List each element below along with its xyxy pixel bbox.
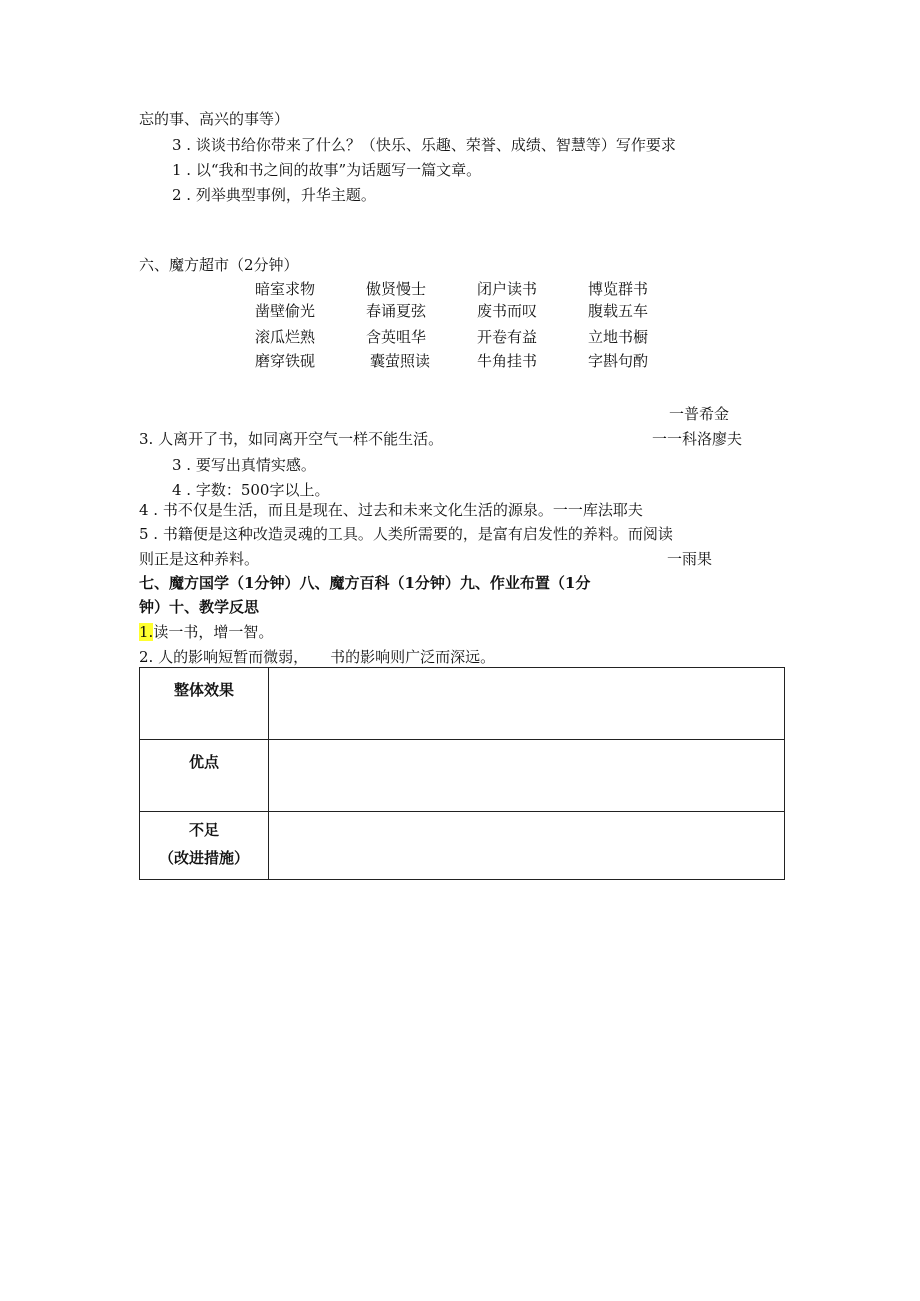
quote: 则正是这种养料。 [139, 550, 260, 568]
text-line [139, 647, 495, 667]
table-label [140, 812, 269, 880]
idiom: 春诵夏弦 [366, 302, 427, 320]
idiom: 废书而叹 [477, 302, 538, 320]
text-line: 2 . 列举典型事例，升华主题。 [172, 186, 376, 204]
idiom: 闭户读书 [477, 280, 538, 298]
idiom: 腹载五车 [588, 302, 649, 320]
text-line: 3 . 谈谈书给你带来了什么？（快乐、乐趣、荣誉、成绩、智慧等）写作要求 [172, 136, 676, 154]
text-line: 1 . 以“我和书之间的故事”为话题写一篇文章。 [172, 161, 482, 179]
text: 书的影响则广泛而深远。 [330, 648, 496, 666]
text: 2. 人的影响短暂而微弱， [139, 648, 309, 666]
quote: 3. 人离开了书，如同离开空气一样不能生活。 [139, 430, 444, 448]
section-heading: 六、魔方超市（2分钟） [139, 256, 299, 274]
reflection-table [139, 667, 785, 880]
idiom: 傲贤慢士 [366, 280, 427, 298]
text: 读一书，增一智。 [153, 623, 274, 641]
table-label-line: 不足 [188, 821, 219, 839]
idiom: 暗室求物 [255, 280, 316, 298]
idiom: 凿壁偷光 [255, 302, 316, 320]
quote-author: 一一科洛廖夫 [652, 430, 743, 448]
table-cell-empty[interactable] [269, 668, 785, 740]
idiom: 滚瓜烂熟 [255, 328, 316, 346]
idiom: 磨穿铁砚 [255, 352, 316, 370]
highlighted-number: 1. [139, 623, 154, 641]
idiom: 囊萤照读 [370, 352, 431, 370]
idiom: 牛角挂书 [477, 352, 538, 370]
quote: 5 . 书籍便是这种改造灵魂的工具。人类所需要的，是富有启发性的养料。而阅读 [139, 525, 673, 543]
idiom: 开卷有益 [477, 328, 538, 346]
text-line: 4 . 字数：500字以上。 [172, 481, 330, 499]
quote: 4 . 书不仅是生活，而且是现在、过去和未来文化生活的源泉。一一库法耶夫 [139, 501, 643, 519]
table-cell-empty[interactable] [269, 812, 785, 880]
idiom: 博览群书 [588, 280, 649, 298]
table-label: 优点 [140, 740, 269, 812]
section-heading: 钟）十、教学反思 [139, 598, 260, 616]
text-line: 3 . 要写出真情实感。 [172, 456, 316, 474]
table-label: 整体效果 [140, 668, 269, 740]
text-line [139, 622, 273, 642]
quote-author: 一雨果 [667, 550, 713, 568]
section-heading: 七、魔方国学（1分钟）八、魔方百科（1分钟）九、作业布置（1分 [139, 574, 591, 592]
idiom: 含英咀华 [366, 328, 427, 346]
quote-author: 一普希金 [669, 405, 730, 423]
table-label-line: （改进措施） [158, 849, 249, 867]
text-line: 忘的事、高兴的事等） [139, 110, 290, 128]
idiom: 字斟句酌 [588, 352, 649, 370]
table-cell-empty[interactable] [269, 740, 785, 812]
idiom: 立地书橱 [588, 328, 649, 346]
